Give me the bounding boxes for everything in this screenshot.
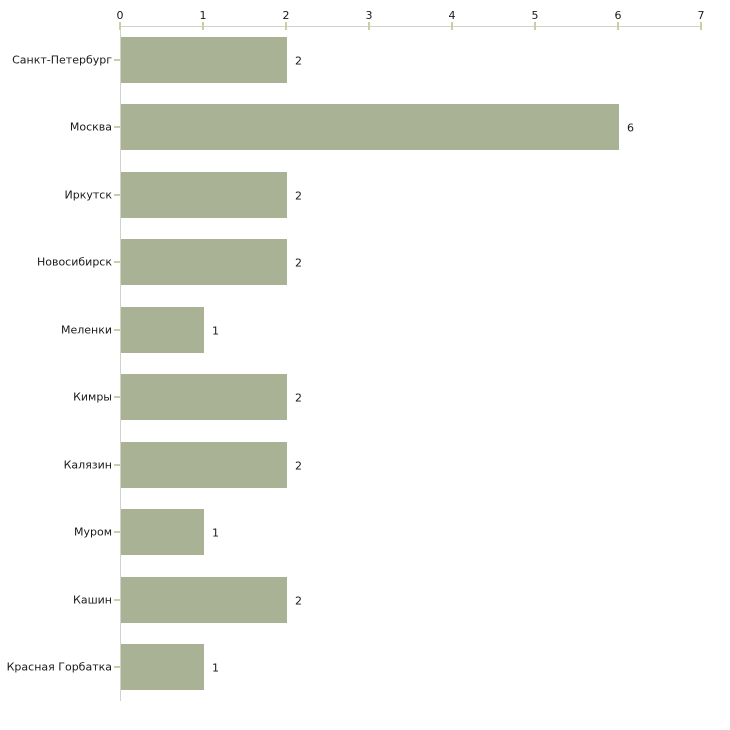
bar [121,104,619,150]
y-tick-mark [114,194,120,196]
x-tick-label: 2 [282,9,290,22]
y-tick-mark [114,59,120,61]
x-tick-label: 4 [448,9,456,22]
x-tick-label: 5 [531,9,539,22]
y-tick-mark [114,666,120,668]
x-tick-mark [534,22,536,30]
category-label: Кимры [73,390,112,404]
category-label: Новосибирск [36,255,112,269]
y-tick-mark [114,599,120,601]
category-label: Калязин [63,458,112,472]
bar [121,37,287,83]
y-tick-mark [114,126,120,128]
bar [121,307,204,353]
category-label: Меленки [60,323,112,337]
category-label: Красная Горбатка [6,660,112,674]
y-tick-mark [114,261,120,263]
bar [121,172,287,218]
category-label: Иркутск [64,188,112,202]
y-tick-mark [114,396,120,398]
bar-value-label: 2 [295,391,302,405]
x-tick-mark [451,22,453,30]
bar [121,644,204,690]
x-tick-mark [617,22,619,30]
x-tick-mark [700,22,702,30]
x-axis-line [120,26,702,27]
x-tick-mark [119,22,121,30]
bar-value-label: 6 [627,121,634,135]
x-tick-mark [202,22,204,30]
x-tick-label: 3 [365,9,373,22]
category-label: Москва [69,120,112,134]
bar-value-label: 2 [295,594,302,608]
x-tick-label: 1 [199,9,207,22]
category-label: Кашин [73,593,112,607]
x-tick-mark [285,22,287,30]
y-tick-mark [114,531,120,533]
category-label: Муром [73,525,112,539]
bar-value-label: 2 [295,54,302,68]
bar-value-label: 1 [212,661,219,675]
bar [121,374,287,420]
bar [121,442,287,488]
bar-value-label: 1 [212,324,219,338]
bar [121,239,287,285]
y-tick-mark [114,464,120,466]
bar-value-label: 2 [295,256,302,270]
x-tick-mark [368,22,370,30]
x-tick-label: 0 [116,9,124,22]
category-label: Санкт-Петербург [12,53,112,67]
x-tick-label: 6 [614,9,622,22]
y-tick-mark [114,329,120,331]
x-tick-label: 7 [697,9,705,22]
bar-value-label: 2 [295,189,302,203]
bar-value-label: 1 [212,526,219,540]
bar-value-label: 2 [295,459,302,473]
bar [121,509,204,555]
bar [121,577,287,623]
